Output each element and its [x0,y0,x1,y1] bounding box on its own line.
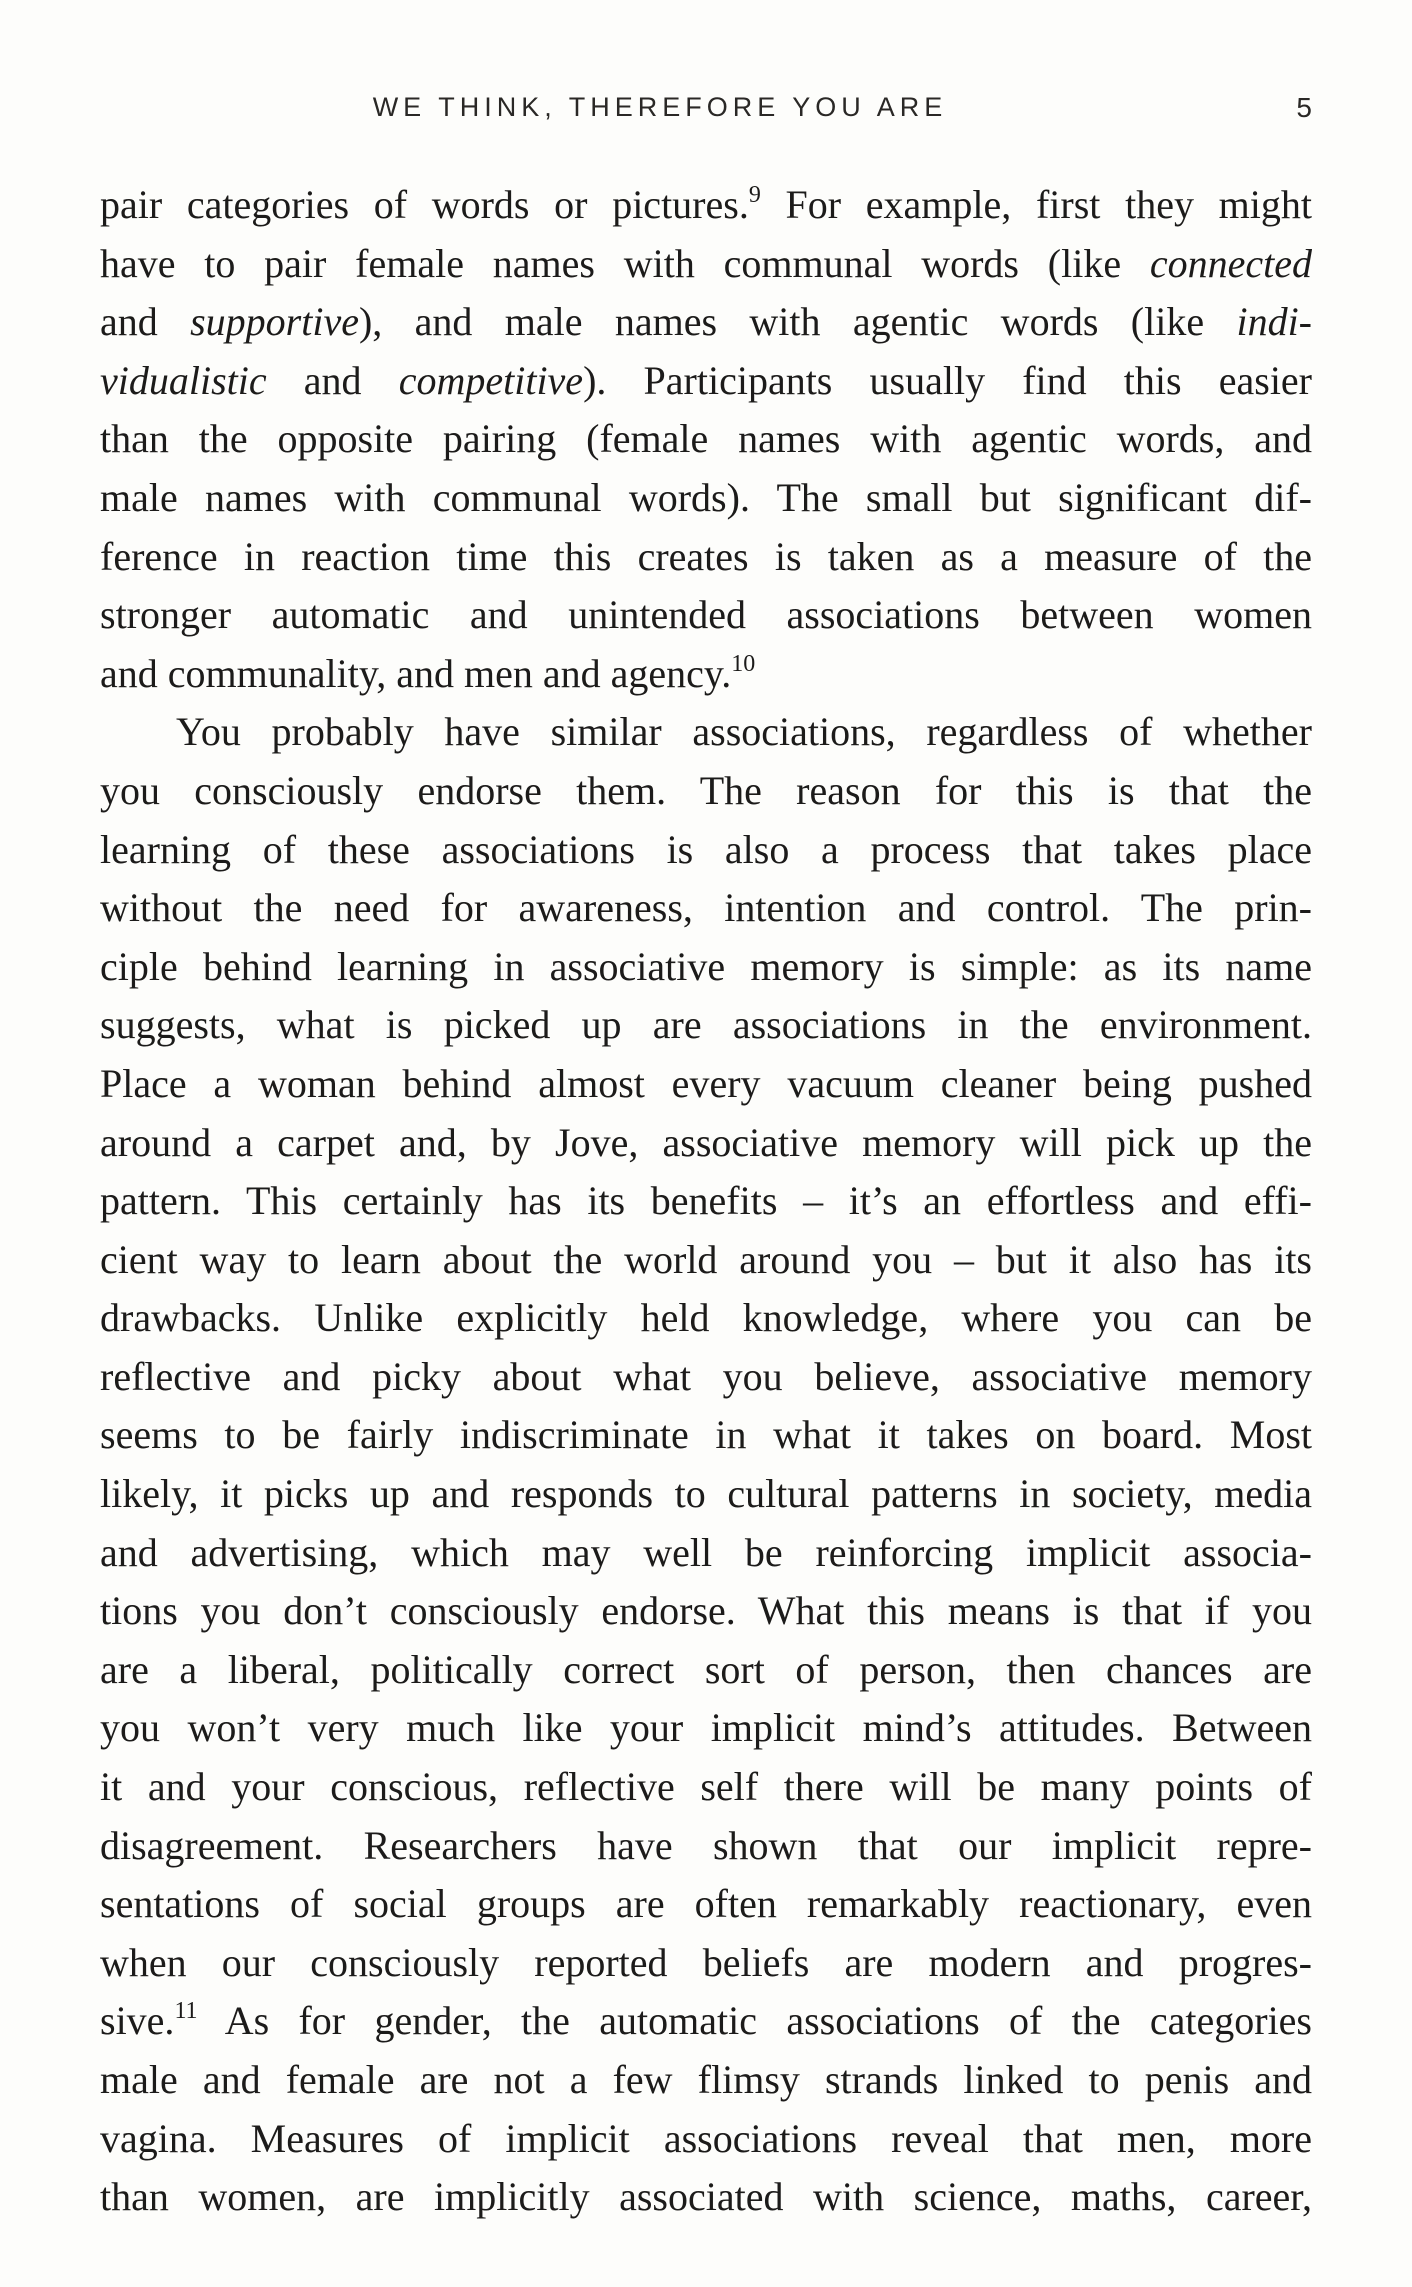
text-line: suggests, what is picked up are associations in the environment. [100,1002,1312,1048]
text-line: vidualistic and competitive). Participants usually find this easier [100,357,1312,403]
text-line: when our consciously reported beliefs are modern and progres- [100,1939,1312,1985]
text-line: you consciously endorse them. The reason for this is that the [100,767,1312,813]
text-line: ciple behind learning in associative memory is simple: as its name [100,943,1312,989]
text-line: likely, it picks up and responds to cultural patterns in society, media [100,1471,1312,1517]
text-line: drawbacks. Unlike explicitly held knowledge, where you can be [100,1295,1312,1341]
footnote-ref-11: 11 [174,1998,198,2025]
running-head [100,92,1312,132]
text-line: are a liberal, politically correct sort of person, then chances are [100,1646,1312,1692]
text-line: sive.$^{11}$ As for gender, the automatic associations of the categories [100,1998,1312,2044]
text-line: learning of these associations is also a process that takes place [100,826,1312,872]
text-line: disagreement. Researchers have shown that our implicit repre- [100,1822,1312,1868]
text-line: than women, are implicitly associated with science, maths, career, [100,2174,1312,2220]
footnote-ref-9: 9 [748,182,761,208]
page-number: 5 [1296,92,1312,123]
paragraph-2 [100,703,1312,2226]
text-line: have to pair female names with communal words (like connected [100,240,1312,286]
paragraph-1 [100,176,1312,703]
body-text [100,176,1312,2227]
text-line: reflective and picky about what you believe, associative memory [100,1353,1312,1399]
text-line: tions you don’t consciously endorse. What this means is that if you [100,1588,1312,1634]
text-line: than the opposite pairing (female names with agentic words, and [100,416,1312,462]
text-line: pair categories of words or pictures.$^9$ For example, first they might [100,182,1312,227]
text-line: you won’t very much like your implicit mind’s attitudes. Between [100,1705,1312,1751]
text-line: Place a woman behind almost every vacuum cleaner being pushed [100,1060,1312,1106]
text-line: You probably have similar associations, regardless of whether [176,709,1312,755]
text-line: sentations of social groups are often remarkably reactionary, even [100,1881,1312,1927]
text-line: vagina. Measures of implicit associations reveal that men, more [100,2115,1312,2161]
text-line: and communality, and men and agency.$^{10}$ [100,650,756,696]
text-line: male and female are not a few flimsy strands linked to penis and [100,2057,1312,2102]
text-line: without the need for awareness, intention and control. The prin- [100,885,1312,931]
footnote-ref-10: 10 [731,650,756,677]
text-line: it and your conscious, reflective self there will be many points of [100,1764,1312,1810]
text-line: pattern. This certainly has its benefits – it’s an effortless and effi- [100,1178,1312,1224]
running-title: WE THINK, THEREFORE YOU ARE [372,92,948,122]
text-line: ference in reaction time this creates is taken as a measure of the [100,533,1312,579]
text-line: and advertising, which may well be reinforcing implicit associa- [100,1529,1312,1575]
text-line: seems to be fairly indiscriminate in what it takes on board. Most [100,1412,1312,1458]
text-line: and supportive), and male names with agentic words (like indi- [100,299,1312,345]
text-line: male names with communal words). The small but significant dif- [100,474,1312,520]
text-line: around a carpet and, by Jove, associative memory will pick up the [100,1119,1312,1165]
text-line: stronger automatic and unintended associations between women [100,592,1312,638]
text-line: cient way to learn about the world around you – but it also has its [100,1236,1312,1282]
